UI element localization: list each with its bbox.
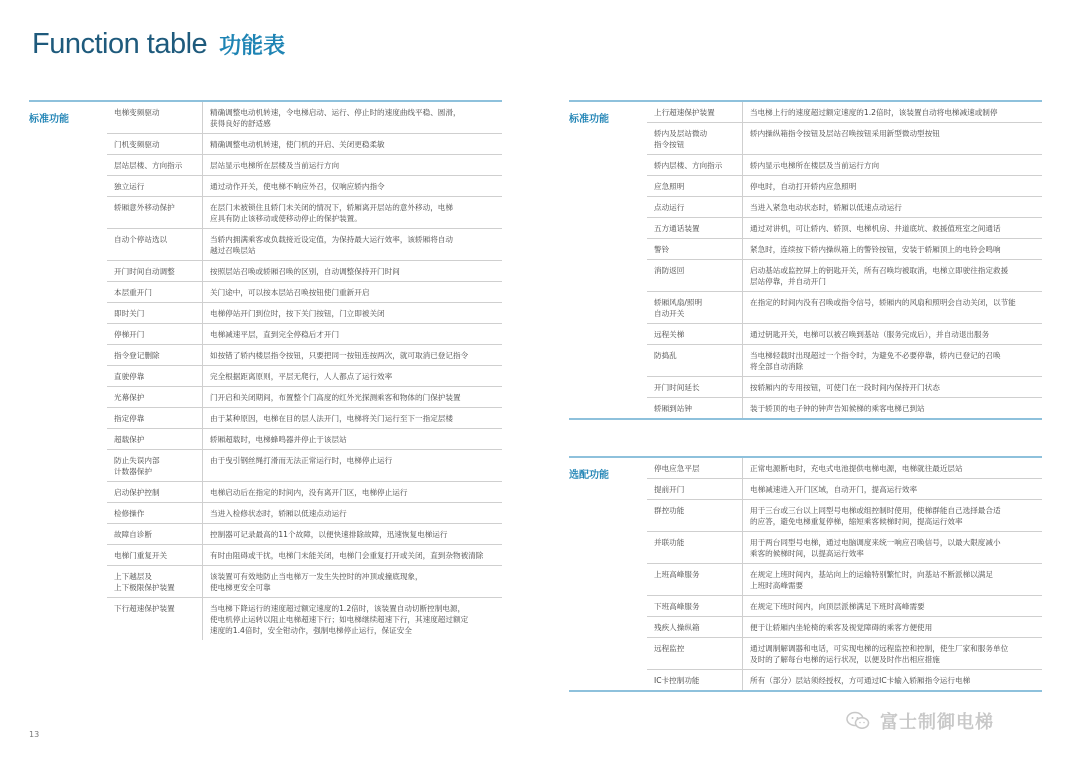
table-row <box>107 387 502 408</box>
function-name: 群控功能 <box>647 500 743 531</box>
title-english: Function table <box>32 28 208 60</box>
table-row <box>107 324 502 345</box>
function-name: 停电应急平层 <box>647 458 743 478</box>
function-description: 在指定的时间内没有召唤或指令信号，轿厢内的风扇和照明会自动关闭，以节能 <box>750 298 1016 307</box>
function-name: 检修操作 <box>107 503 203 523</box>
right-optional-table <box>569 456 1042 692</box>
function-name: IC卡控制功能 <box>647 670 743 690</box>
function-name: 防止失误内部 计数器保护 <box>107 450 203 481</box>
table-row <box>107 303 502 324</box>
function-name: 门机变频驱动 <box>107 134 203 154</box>
table-row <box>107 482 502 503</box>
table-row <box>107 408 502 429</box>
function-name: 轿内层楼、方向指示 <box>647 155 743 175</box>
watermark-text: 富士制御电梯 <box>880 712 994 733</box>
function-name: 开门时间自动调整 <box>107 261 203 281</box>
table-row <box>647 123 1042 155</box>
function-name: 启动保护控制 <box>107 482 203 502</box>
function-description: 关门途中，可以按本层站召唤按钮使门重新开启 <box>210 288 370 297</box>
table-row <box>647 479 1042 500</box>
function-description: 便于让轿厢内坐轮椅的乘客及视觉障碍的乘客方便使用 <box>750 623 933 632</box>
table-row <box>107 155 502 176</box>
function-name: 防捣乱 <box>647 345 743 376</box>
page-title <box>32 28 285 61</box>
function-name: 上下越层及 上下极限保护装置 <box>107 566 203 597</box>
function-name: 五方通话装置 <box>647 218 743 238</box>
function-description: 轿厢超载时，电梯蜂鸣器并停止于该层站 <box>210 435 347 444</box>
section-label-optional: 选配功能 <box>569 470 609 481</box>
table-row <box>647 377 1042 398</box>
function-description: 由于某种原因，电梯在目的层人法开门，电梯将关门运行至下一指定层楼 <box>210 414 453 423</box>
table-row <box>107 366 502 387</box>
table-row <box>647 617 1042 638</box>
function-name: 轿厢意外移动保护 <box>107 197 203 228</box>
row-list <box>647 458 1042 690</box>
row-list <box>107 102 502 640</box>
function-description: 按轿厢内的专用按钮，可使门在一段时间内保持开门状态 <box>750 383 940 392</box>
table-row <box>647 564 1042 596</box>
table-row <box>647 218 1042 239</box>
table-row <box>107 261 502 282</box>
function-description: 所有（部分）层站须经授权，方可通过IC卡输入轿厢指令运行电梯 <box>750 676 971 685</box>
right-standard-section <box>569 100 1042 420</box>
table-row <box>647 670 1042 690</box>
function-description: 当进入检修状态时，轿厢以低速点动运行 <box>210 509 347 518</box>
table-row <box>647 532 1042 564</box>
table-row <box>647 324 1042 345</box>
function-name: 故障自诊断 <box>107 524 203 544</box>
function-description: 电梯停站开门到位时，按下关门按钮，门立即被关闭 <box>210 309 385 318</box>
function-name: 自动个停站选以 <box>107 229 203 260</box>
function-name: 超载保护 <box>107 429 203 449</box>
function-name: 层站层楼、方向指示 <box>107 155 203 175</box>
left-standard-section <box>29 100 502 640</box>
page-number: 13 <box>29 730 40 739</box>
function-name: 残疾人操纵箱 <box>647 617 743 637</box>
function-description: 按照层站召唤或轿厢召唤的区别，自动调整保持开门时间 <box>210 267 400 276</box>
function-description: 当电梯轻载时出现超过一个指令时，为避免不必要停靠，轿内已登记的召唤 将全部自动消除 <box>750 351 1001 371</box>
function-description: 用于两台同型号电梯，通过电脑调度来统一响应召唤信号，以最大限度减小 乘客的候梯时间，以提高运行效率 <box>750 538 1001 558</box>
function-name: 应急照明 <box>647 176 743 196</box>
function-name: 指定停靠 <box>107 408 203 428</box>
table-row <box>647 197 1042 218</box>
function-description: 当轿内拥满乘客或负载接近设定值，为保持最大运行效率，该轿厢将自动 越过召唤层站 <box>210 235 453 255</box>
function-name: 本层重开门 <box>107 282 203 302</box>
function-name: 电梯变频驱动 <box>107 102 203 133</box>
function-description: 如按错了轿内楼层指令按钮，只要把同一按钮连按两次，就可取消已登记指令 <box>210 351 469 360</box>
table-row <box>107 345 502 366</box>
function-description: 停电时，自动打开轿内应急照明 <box>750 182 857 191</box>
function-description: 该装置可有效地防止当电梯万一发生失控时的冲顶或撞底现象， 使电梯更安全可靠 <box>210 572 423 592</box>
table-row <box>647 102 1042 123</box>
table-row <box>107 429 502 450</box>
table-row <box>647 638 1042 670</box>
function-description: 在层门未被锁住且轿门未关闭的情况下，轿厢离开层站的意外移动，电梯 应具有防止该移动或使移动停止的保护装置。 <box>210 203 453 223</box>
function-name: 直驶停靠 <box>107 366 203 386</box>
table-row <box>647 239 1042 260</box>
table-row <box>647 500 1042 532</box>
table-row <box>107 134 502 155</box>
function-name: 警铃 <box>647 239 743 259</box>
watermark <box>846 708 994 734</box>
function-description: 层站显示电梯所在层楼及当前运行方向 <box>210 161 340 170</box>
function-name: 上行超速保护装置 <box>647 102 743 122</box>
function-description: 通过动作开关，使电梯不响应外召，仅响应轿内指令 <box>210 182 385 191</box>
function-name: 点动运行 <box>647 197 743 217</box>
function-description: 用于三台或三台以上同型号电梯或组控制时使用，使梯群能自己选择最合适 的应答，避免电梯重复停梯，缩短乘客候梯时间，提高运行效率 <box>750 506 1001 526</box>
function-name: 消防返回 <box>647 260 743 291</box>
function-name: 下行超速保护装置 <box>107 598 203 640</box>
function-description: 电梯减速平层，直到完全停稳后才开门 <box>210 330 340 339</box>
function-name: 开门时间延长 <box>647 377 743 397</box>
function-description: 当电梯下降运行的速度超过额定速度的1.2倍时，该装置自动切断控制电源， 使电机停止运转以阻止电梯超速下行；如电梯继续超速下行，其速度超过额定 速度的1.4倍时，安全钳动作，强制电梯停止运行，保证安全 <box>210 604 469 635</box>
function-description: 门开启和关闭期间，布置整个门高度的红外光探测乘客和物体的门保护装置 <box>210 393 461 402</box>
table-row <box>647 260 1042 292</box>
function-name: 轿厢风扇/照明 自动开关 <box>647 292 743 323</box>
table-row <box>107 102 502 134</box>
function-name: 光幕保护 <box>107 387 203 407</box>
function-description: 轿内操纵箱指令按钮及层站召唤按钮采用新型微动型按钮 <box>750 129 940 138</box>
table-row <box>647 176 1042 197</box>
function-name: 并联功能 <box>647 532 743 563</box>
function-name: 停梯开门 <box>107 324 203 344</box>
function-name: 指令登记删除 <box>107 345 203 365</box>
function-description: 电梯启动后在指定的时间内，没有离开门区，电梯停止运行 <box>210 488 408 497</box>
right-function-table <box>569 100 1042 420</box>
function-description: 在规定上班时间内，基站向上的运输特别繁忙时，向基站不断派梯以满足 上班时高峰需要 <box>750 570 993 590</box>
table-row <box>107 176 502 197</box>
function-description: 正常电源断电时，充电式电池提供电梯电源，电梯就往最近层站 <box>750 464 963 473</box>
function-description: 电梯减速进入开门区域，自动开门，提高运行效率 <box>750 485 918 494</box>
table-row <box>107 545 502 566</box>
table-row <box>107 282 502 303</box>
table-row <box>107 197 502 229</box>
function-name: 轿厢到站钟 <box>647 398 743 418</box>
function-description: 有时由阻碍或干扰，电梯门未能关闭，电梯门会重复打开或关闭，直到杂物被清除 <box>210 551 484 560</box>
table-row <box>647 155 1042 176</box>
title-chinese: 功能表 <box>219 34 286 59</box>
function-description: 完全根据距离原则，平层无爬行，人人都点了运行效率 <box>210 372 393 381</box>
table-row <box>647 292 1042 324</box>
table-row <box>107 450 502 482</box>
left-function-table <box>29 100 502 640</box>
function-description: 控制器可记录最高的11个故障，以便快速排除故障，迅速恢复电梯运行 <box>210 530 448 539</box>
table-row <box>107 229 502 261</box>
wechat-logo-icon <box>846 711 870 731</box>
table-row <box>647 345 1042 377</box>
function-name: 独立运行 <box>107 176 203 196</box>
function-description: 启动基站或监控屏上的钥匙开关，所有召唤均被取消，电梯立即驶往指定救援 层站停靠，并自动开门 <box>750 266 1009 286</box>
function-description: 装于轿顶的电子钟的钟声告知候梯的乘客电梯已到站 <box>750 404 925 413</box>
section-label-standard: 标准功能 <box>29 114 69 125</box>
right-optional-section <box>569 456 1042 692</box>
function-description: 通过对讲机，可让轿内、轿顶、电梯机房、井道底坑、救援值班室之间通话 <box>750 224 1001 233</box>
row-list <box>647 102 1042 418</box>
table-row <box>107 503 502 524</box>
function-name: 远程关梯 <box>647 324 743 344</box>
function-name: 远程监控 <box>647 638 743 669</box>
function-description: 当进入紧急电动状态时，轿厢以低速点动运行 <box>750 203 902 212</box>
function-description: 紧急时，连续按下轿内操纵箱上的警铃按钮，安装于轿厢顶上的电铃会鸣响 <box>750 245 1001 254</box>
table-row <box>647 596 1042 617</box>
function-description: 通过钥匙开关，电梯可以被召唤到基站（服务完成后），并自动退出服务 <box>750 330 990 339</box>
function-name: 下班高峰服务 <box>647 596 743 616</box>
function-description: 轿内显示电梯所在楼层及当前运行方向 <box>750 161 880 170</box>
table-row <box>107 598 502 640</box>
table-row <box>647 458 1042 479</box>
function-description: 当电梯上行的速度超过额定速度的1.2倍时，该装置自动将电梯减速或制停 <box>750 108 998 117</box>
function-description: 在规定下班时间内，向顶层派梯满足下班时高峰需要 <box>750 602 925 611</box>
table-row <box>107 524 502 545</box>
table-row <box>647 398 1042 418</box>
section-label-standard-right: 标准功能 <box>569 114 609 125</box>
function-name: 即时关门 <box>107 303 203 323</box>
function-name: 轿内及层站微动 指令按钮 <box>647 123 743 154</box>
function-description: 由于曳引钢丝绳打滑而无法正常运行时，电梯停止运行 <box>210 456 393 465</box>
function-name: 提前开门 <box>647 479 743 499</box>
function-description: 通过调制解调器和电话，可实现电梯的远程监控和控制，使生厂家和服务单位 及时的了解每台电梯的运行状况，以便及时作出相应措施 <box>750 644 1009 664</box>
function-description: 精确调整电动机转速，令电梯启动、运行、停止时的速度曲线平稳、圆滑， 获得良好的舒适感 <box>210 108 461 128</box>
function-name: 电梯门重复开关 <box>107 545 203 565</box>
function-description: 精确调整电动机转速，使门机的开启、关闭更稳柔敏 <box>210 140 385 149</box>
table-row <box>107 566 502 598</box>
function-name: 上班高峰服务 <box>647 564 743 595</box>
